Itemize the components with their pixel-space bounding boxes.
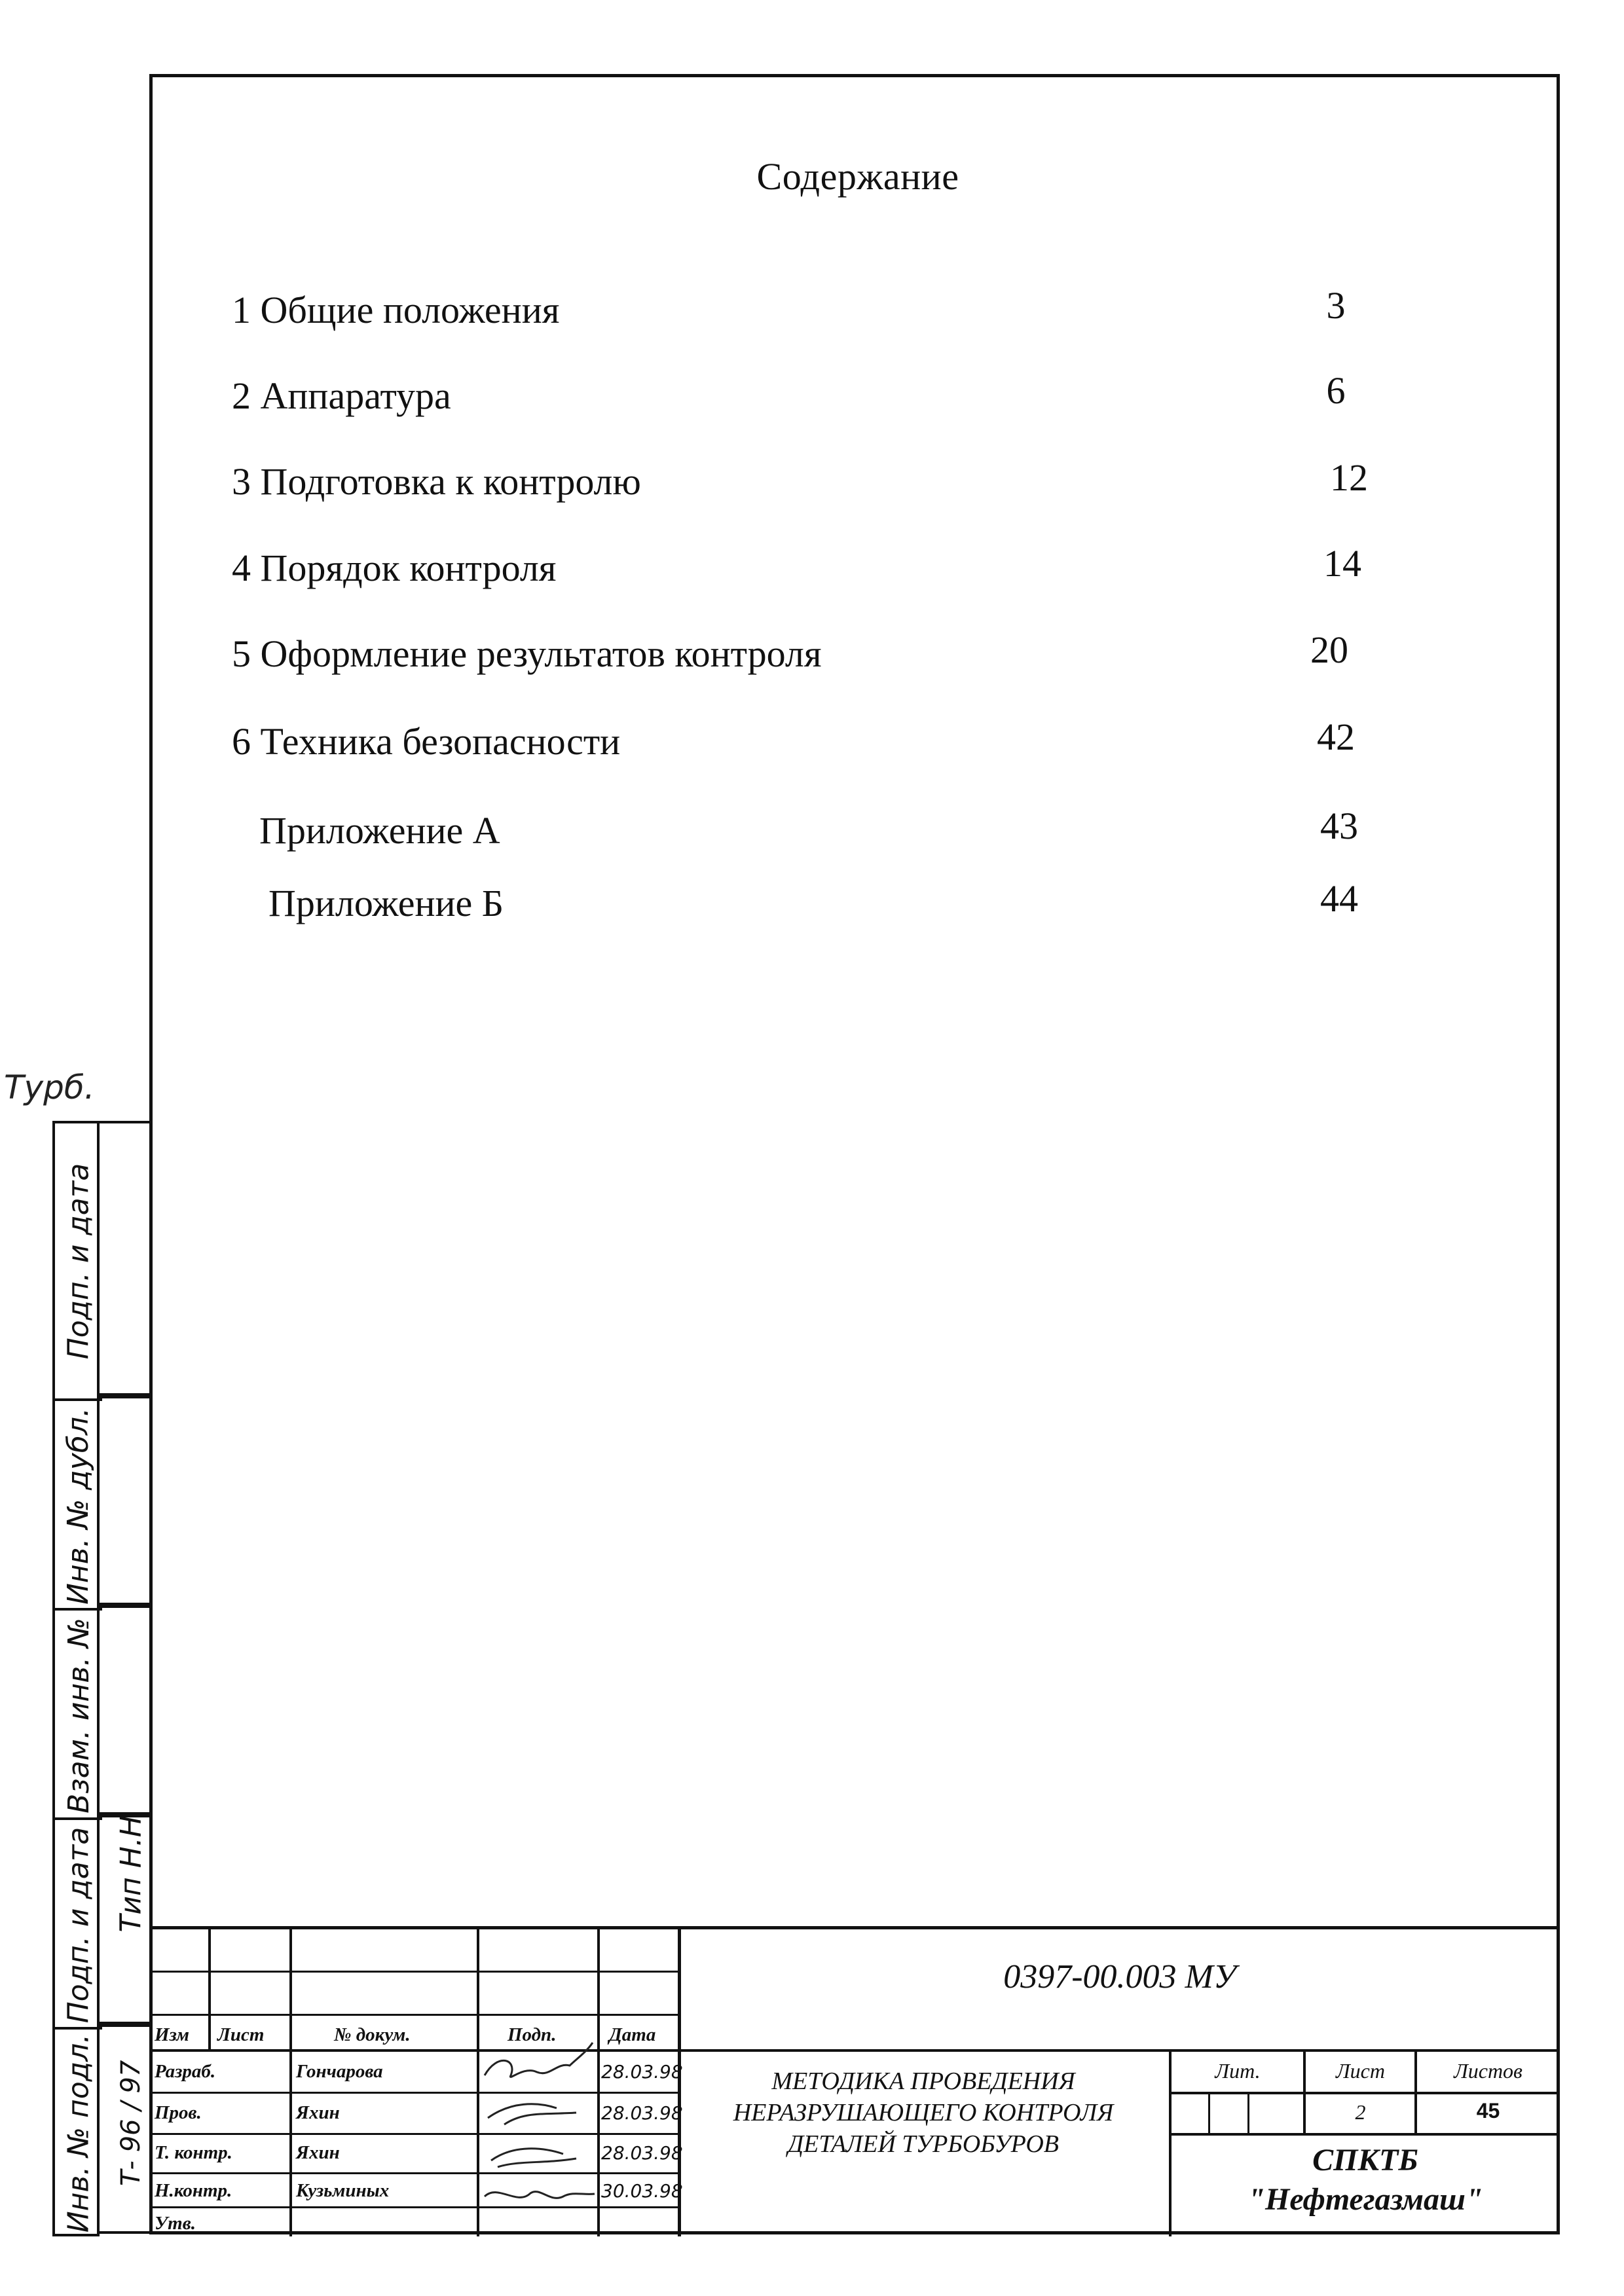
role-checked: Пров. xyxy=(155,2102,202,2123)
date-tech-control: 28.03.98 xyxy=(601,2142,683,2164)
side-label-sign-date-top: Подп. и дата xyxy=(62,1163,96,1359)
page-title: Содержание xyxy=(756,155,959,198)
document-title-line: МЕТОДИКА ПРОВЕДЕНИЯ xyxy=(771,2068,1075,2095)
toc-item-page: 3 xyxy=(1326,284,1346,327)
signatures-drawing xyxy=(478,2039,602,2229)
toc-item-page: 20 xyxy=(1310,629,1348,671)
toc-item-page: 42 xyxy=(1317,716,1355,758)
tb-col-line xyxy=(289,1926,292,2236)
name-norm-control: Кузьминых xyxy=(296,2180,390,2201)
header-dokum: № докум. xyxy=(334,2024,411,2045)
tb-col-line xyxy=(1303,2049,1306,2134)
document-title-line: НЕРАЗРУШАЮЩЕГО КОНТРОЛЯ xyxy=(733,2099,1114,2126)
toc-item-page: 44 xyxy=(1320,877,1358,920)
organization-name: СПКТБ xyxy=(1312,2143,1418,2178)
document-title xyxy=(678,2066,1169,2160)
handwritten-inventory-number: Т- 96 / 97 xyxy=(116,2060,146,2186)
tb-top-border xyxy=(149,1926,1560,1929)
sheets-total: 45 xyxy=(1476,2099,1500,2123)
role-norm-control: Н.контр. xyxy=(155,2180,232,2201)
toc-item-label: 3 Подготовка к контролю xyxy=(232,460,641,503)
tb-col-line xyxy=(1208,2092,1210,2134)
toc-item-label: 5 Оформление результатов контроля xyxy=(232,632,822,675)
date-developer: 28.03.98 xyxy=(601,2061,683,2083)
tb-col-line xyxy=(1169,2049,1172,2236)
toc-item-page: 6 xyxy=(1326,369,1346,412)
header-list: Лист xyxy=(217,2024,265,2045)
date-norm-control: 30.03.98 xyxy=(601,2180,683,2202)
header-podp: Подп. xyxy=(507,2024,557,2045)
role-tech-control: Т. контр. xyxy=(155,2142,232,2163)
side-cell-orig-inv xyxy=(97,2024,149,2234)
header-izm: Изм xyxy=(155,2024,190,2045)
header-data: Дата xyxy=(609,2024,656,2045)
toc-item-page: 12 xyxy=(1330,456,1368,499)
toc-item-label: 4 Порядок контроля xyxy=(232,547,557,589)
tb-col-line xyxy=(1414,2049,1417,2134)
handwritten-signature: Тип Н.Н xyxy=(114,1815,148,1933)
side-cell-replace-inv xyxy=(97,1605,149,1815)
side-label-dup-inv: Инв. № дубл. xyxy=(55,1398,102,1611)
document-title-line: ДЕТАЛЕЙ ТУРБОБУРОВ xyxy=(787,2130,1060,2158)
name-tech-control: Яхин xyxy=(296,2142,340,2163)
side-cell-sign-date-top xyxy=(97,1121,149,1396)
toc-item-page: 43 xyxy=(1320,805,1358,847)
tb-divider-docnum xyxy=(678,2049,1560,2052)
side-label-orig-inv: Инв. № подл. xyxy=(55,2027,102,2236)
name-developer: Гончарова xyxy=(296,2061,383,2082)
toc-item-label: 1 Общие положения xyxy=(232,289,560,331)
side-cell-sign-date-bottom xyxy=(97,1815,149,2024)
lit-label: Лит. xyxy=(1215,2059,1261,2083)
document-number: 0397-00.003 МУ xyxy=(1003,1958,1236,1995)
tb-row-line xyxy=(1169,2133,1560,2136)
toc-item-page: 14 xyxy=(1323,542,1361,585)
role-approved: Утв. xyxy=(155,2213,196,2234)
tb-col-line xyxy=(208,1926,211,2052)
side-cell-dup-inv xyxy=(97,1396,149,1605)
toc-item-label: 6 Техника безопасности xyxy=(232,720,621,763)
toc-item-label: 2 Аппаратура xyxy=(232,374,451,417)
tb-row-line xyxy=(1169,2092,1560,2094)
side-label-sign-date-bottom: Подп. и дата xyxy=(55,1817,102,2030)
sheets-label: Листов xyxy=(1454,2059,1522,2083)
sheet-number: 2 xyxy=(1355,2100,1366,2124)
name-checked: Яхин xyxy=(296,2102,340,2123)
organization-subname: "Нефтегазмаш" xyxy=(1247,2182,1483,2217)
side-stamp-strip xyxy=(52,1121,100,2236)
side-note: Турб. xyxy=(4,1068,95,1106)
role-developer: Разраб. xyxy=(155,2061,216,2082)
toc-item-label: Приложение Б xyxy=(268,882,504,924)
toc-item-label: Приложение А xyxy=(259,809,500,852)
sheet-label: Лист xyxy=(1336,2059,1385,2083)
tb-col-line xyxy=(1247,2092,1249,2134)
date-checked: 28.03.98 xyxy=(601,2102,683,2124)
side-label-replace-inv: Взам. инв. № xyxy=(55,1608,102,1820)
